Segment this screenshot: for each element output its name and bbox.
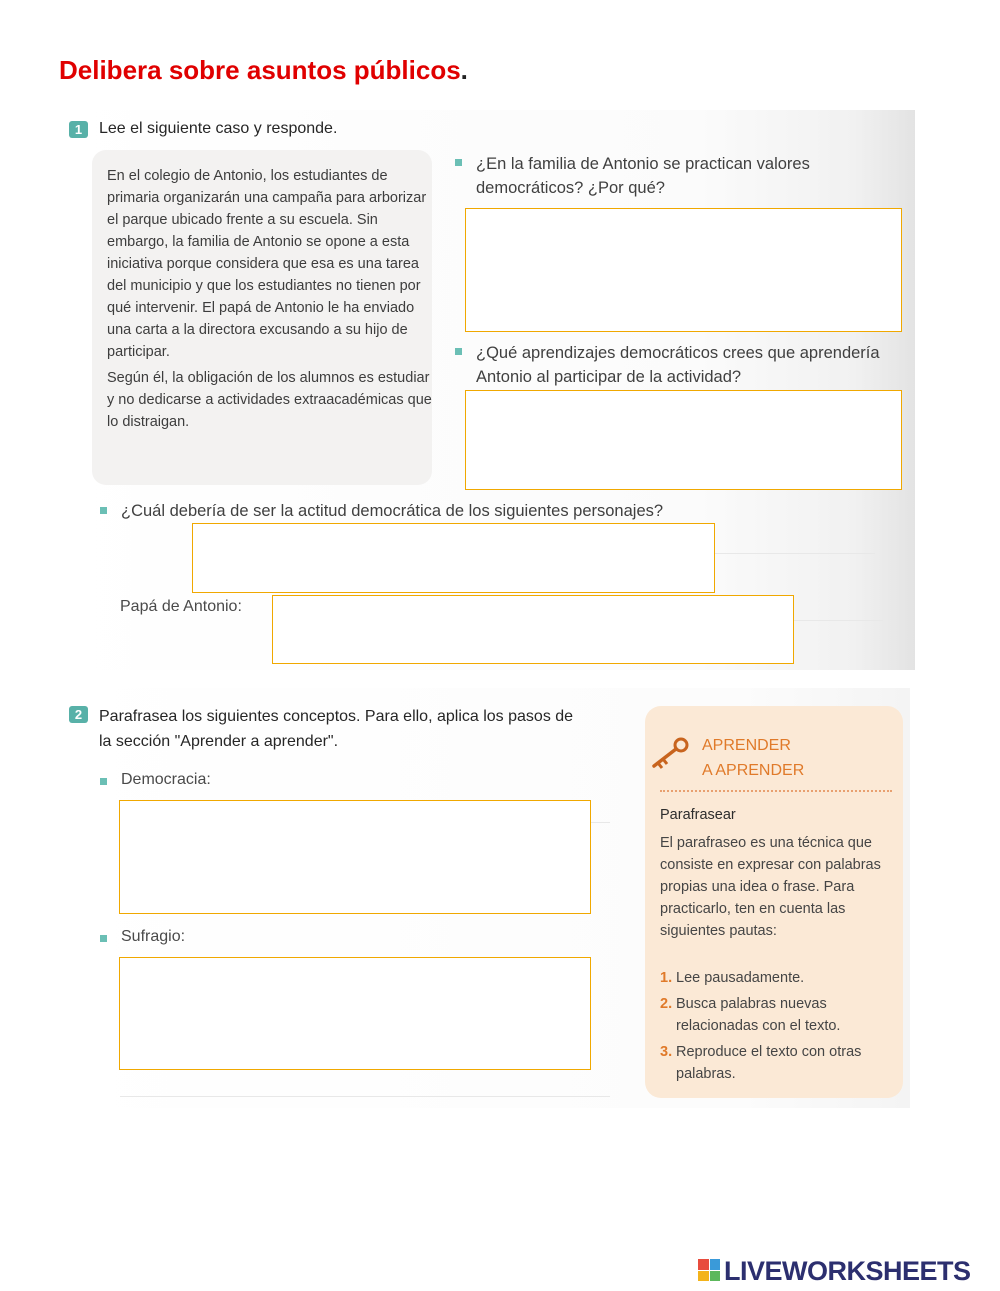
question-3: ¿Cuál debería de ser la actitud democrática de los siguientes personajes? <box>121 502 664 520</box>
democracia-input[interactable] <box>119 800 591 914</box>
question-2: ¿Qué aprendizajes democráticos crees que aprendería Antonio al participar de la actividad? <box>476 344 880 386</box>
case-paragraph: En el colegio de Antonio, los estudiantes de primaria organizarán una campaña para arborizar el parque ubicado frente a su escuela. Sin embargo, la familia de Antonio se opone a esta iniciativa porque considera que esa es una tarea del municipio y que los estudiantes no tienen por qué intervenir. El papá de Antonio le ha enviado una carta a la directora excusando a su hijo de participar. <box>107 168 427 360</box>
sidebar-heading: Parafrasear <box>660 807 736 823</box>
character-label: Papá de Antonio: <box>120 598 242 615</box>
activity-1-instruction: Lee el siguiente caso y responde. <box>99 120 338 137</box>
step-item: 2. Busca palabras nuevas relacionadas con el texto. <box>660 996 841 1034</box>
sidebar-steps <box>660 967 895 1089</box>
answer-3-input[interactable] <box>192 523 715 593</box>
step-item: 1. Lee pausadamente. <box>660 970 805 986</box>
faint-line <box>793 620 883 621</box>
activity-2-number: 2 <box>69 706 88 723</box>
page-title: Delibera sobre asuntos públicos. <box>59 55 468 85</box>
bullet-icon <box>100 935 107 942</box>
faint-line <box>120 1096 610 1097</box>
faint-line <box>715 553 875 554</box>
concept-democracia-label: Democracia: <box>121 771 211 788</box>
logo-text: LIVEWORKSHEETS <box>724 1256 971 1286</box>
key-icon <box>648 736 692 772</box>
concept-sufragio-label: Sufragio: <box>121 928 186 945</box>
sidebar-title: APRENDER A APRENDER <box>702 737 805 779</box>
activity-1-number: 1 <box>69 121 88 138</box>
bullet-icon <box>455 159 462 166</box>
activity-2-instruction: Parafrasea los siguientes conceptos. Para ello, aplica los pasos de la sección "Aprender a aprender". <box>99 708 574 750</box>
dotted-divider <box>660 790 892 792</box>
sidebar-text: El parafraseo es una técnica que consiste en expresar con palabras propias una idea o frase. Para practicarlo, ten en cuenta las siguientes pautas: <box>660 835 881 939</box>
answer-1-input[interactable] <box>465 208 902 332</box>
bullet-icon <box>455 348 462 355</box>
case-text <box>107 165 432 437</box>
question-1: ¿En la familia de Antonio se practican valores democráticos? ¿Por qué? <box>476 155 810 197</box>
bullet-icon <box>100 507 107 514</box>
step-item: 3. Reproduce el texto con otras palabras. <box>660 1044 862 1082</box>
faint-line <box>590 822 610 823</box>
bullet-icon <box>100 778 107 785</box>
sufragio-input[interactable] <box>119 957 591 1070</box>
logo-icon <box>698 1259 720 1281</box>
papa-answer-input[interactable] <box>272 595 794 664</box>
answer-2-input[interactable] <box>465 390 902 490</box>
case-paragraph: Según él, la obligación de los alumnos es estudiar y no dedicarse a actividades extraacadémicas que lo distraigan. <box>107 370 432 430</box>
